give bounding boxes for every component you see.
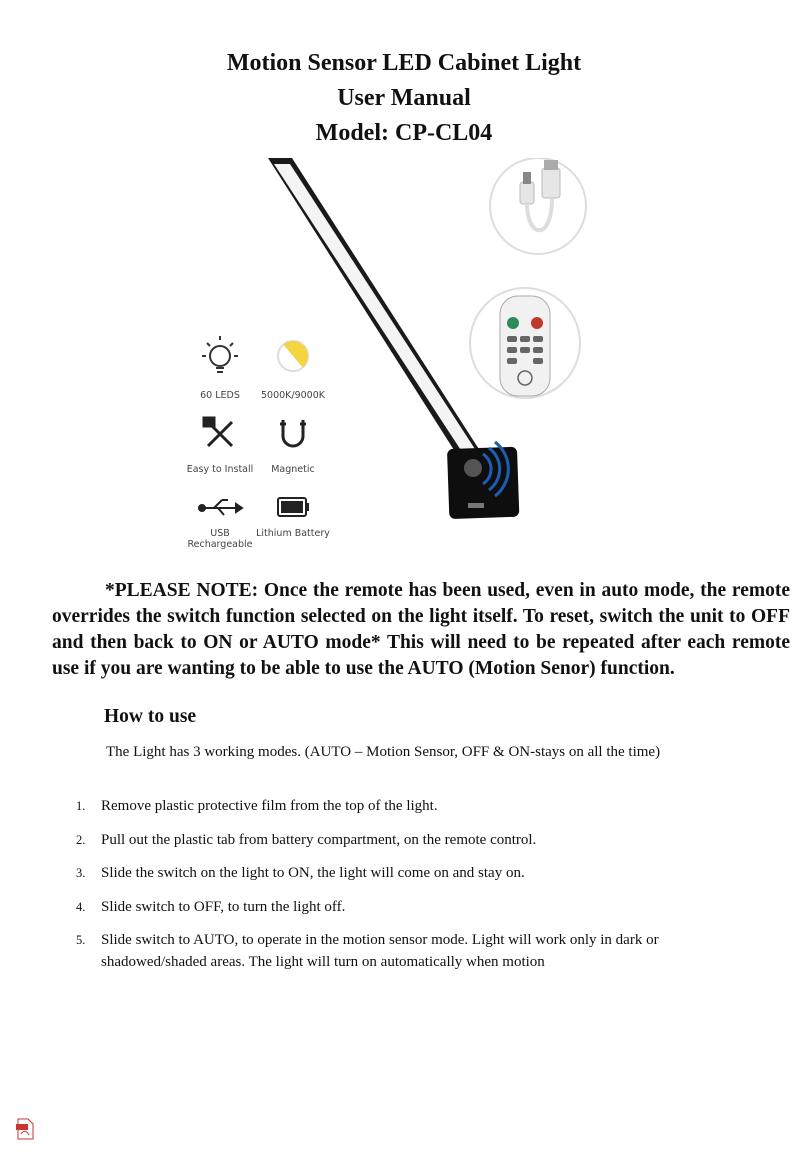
feature-label: 60 LEDS [200,390,240,401]
bulb-icon [202,336,238,372]
pdf-file-icon [14,1118,36,1140]
remote-override-note [52,578,790,682]
step-number: 4. [76,900,86,914]
tools-icon [204,418,232,446]
battery-icon [278,498,309,516]
usb-icon [199,500,242,515]
feature-label: Easy to Install [186,464,254,475]
step-text: Slide the switch on the light to ON, the light will come on and stay on. [101,865,525,881]
document-subtitle: User Manual [337,85,471,111]
modes-intro: The Light has 3 working modes. (AUTO – Motion Sensor, OFF & ON-stays on all the time) [106,744,661,760]
remote-control-image [470,288,580,398]
document-title: Motion Sensor LED Cabinet Light [226,50,582,76]
product-image [180,158,600,558]
step-text: Remove plastic protective film from the top of the light. [101,798,438,814]
motion-sensor-lens [464,459,482,477]
step-number: 3. [76,866,86,880]
step-number: 1. [76,799,86,813]
section-heading: How to use [104,706,197,727]
step-text: Pull out the plastic tab from battery compartment, on the remote control. [101,832,537,848]
feature-label: Magnetic [271,464,315,475]
feature-label: 5000K/9000K [260,390,325,401]
color-temp-icon [278,335,314,371]
usb-cable-image [490,158,586,254]
product-illustration [180,158,600,558]
step-number: 2. [76,833,86,847]
feature-label: Lithium Battery [256,528,330,539]
step-text: Slide switch to AUTO, to operate in the motion sensor mode. Light will work only in dark or shadowed/shaded areas. The light will turn on automatically when motion [101,932,659,970]
step-number: 5. [76,933,86,947]
step-text: Slide switch to OFF, to turn the light off. [101,899,346,915]
note-text: *PLEASE NOTE: Once the remote has been used, even in auto mode, the remote overrides the switch function selected on the light itself. To reset, switch the unit to OFF and then back to ON or AUTO mode* This will need to be repeated after each remote use if you are wanting to be able to use the AUTO (Motion Senor) function. [52,580,790,679]
feature-label: USB Rechargeable [187,528,253,550]
model-number: Model: CP-CL04 [315,120,493,146]
magnet-icon [280,420,306,446]
